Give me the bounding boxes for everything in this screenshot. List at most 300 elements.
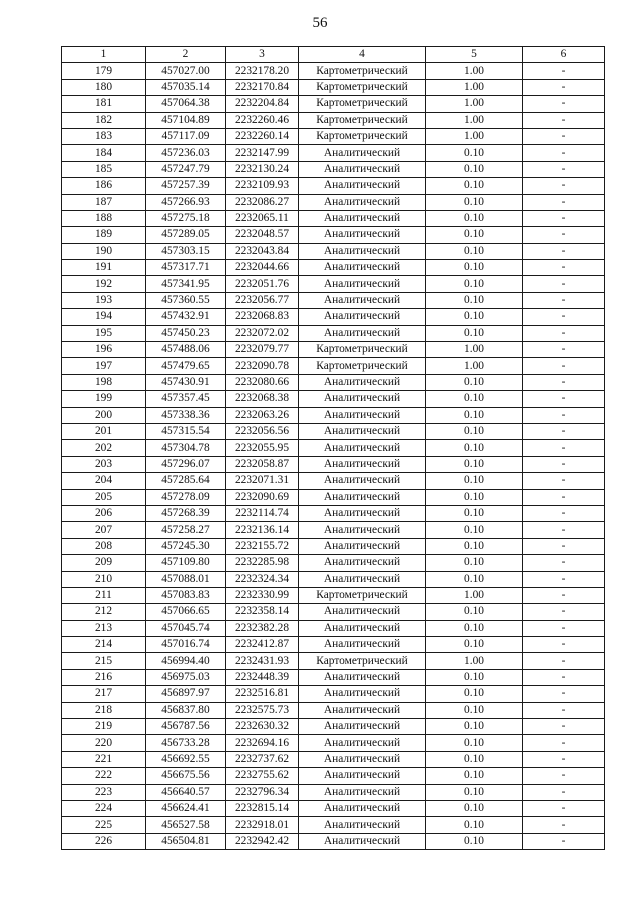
cell-x-coordinate: 457315.54 [146, 423, 226, 439]
cell-y-coordinate: 2232136.14 [226, 522, 299, 538]
cell-y-coordinate: 2232358.14 [226, 604, 299, 620]
cell-method: Аналитический [299, 210, 426, 226]
cell-accuracy: 0.10 [426, 555, 523, 571]
cell-description: - [523, 276, 605, 292]
cell-accuracy: 0.10 [426, 194, 523, 210]
cell-point-number: 205 [62, 489, 146, 505]
table-row [62, 620, 605, 636]
cell-y-coordinate: 2232155.72 [226, 538, 299, 554]
cell-description: - [523, 423, 605, 439]
cell-x-coordinate: 457304.78 [146, 440, 226, 456]
cell-point-number: 188 [62, 210, 146, 226]
cell-y-coordinate: 2232090.78 [226, 358, 299, 374]
cell-x-coordinate: 456994.40 [146, 653, 226, 669]
cell-accuracy: 0.10 [426, 407, 523, 423]
cell-y-coordinate: 2232260.14 [226, 128, 299, 144]
cell-description: - [523, 833, 605, 849]
cell-accuracy: 0.10 [426, 669, 523, 685]
cell-y-coordinate: 2232737.62 [226, 751, 299, 767]
table-row [62, 817, 605, 833]
cell-description: - [523, 79, 605, 95]
cell-accuracy: 0.10 [426, 768, 523, 784]
table-row [62, 440, 605, 456]
table-row [62, 686, 605, 702]
cell-accuracy: 0.10 [426, 522, 523, 538]
cell-description: - [523, 784, 605, 800]
cell-y-coordinate: 2232056.56 [226, 423, 299, 439]
table-row [62, 112, 605, 128]
cell-x-coordinate: 457045.74 [146, 620, 226, 636]
cell-method: Аналитический [299, 473, 426, 489]
cell-y-coordinate: 2232058.87 [226, 456, 299, 472]
cell-accuracy: 0.10 [426, 227, 523, 243]
cell-accuracy: 0.10 [426, 571, 523, 587]
cell-description: - [523, 735, 605, 751]
cell-point-number: 225 [62, 817, 146, 833]
cell-point-number: 208 [62, 538, 146, 554]
table-row [62, 784, 605, 800]
cell-method: Аналитический [299, 145, 426, 161]
cell-description: - [523, 309, 605, 325]
cell-y-coordinate: 2232114.74 [226, 505, 299, 521]
cell-point-number: 201 [62, 423, 146, 439]
cell-point-number: 202 [62, 440, 146, 456]
table-row [62, 260, 605, 276]
cell-accuracy: 0.10 [426, 391, 523, 407]
table-body [62, 63, 605, 850]
cell-x-coordinate: 457488.06 [146, 342, 226, 358]
cell-accuracy: 0.10 [426, 604, 523, 620]
table-row [62, 243, 605, 259]
cell-y-coordinate: 2232260.46 [226, 112, 299, 128]
table-row [62, 194, 605, 210]
table-row [62, 735, 605, 751]
cell-x-coordinate: 457450.23 [146, 325, 226, 341]
cell-method: Аналитический [299, 456, 426, 472]
cell-x-coordinate: 456837.80 [146, 702, 226, 718]
cell-y-coordinate: 2232071.31 [226, 473, 299, 489]
cell-y-coordinate: 2232079.77 [226, 342, 299, 358]
cell-point-number: 218 [62, 702, 146, 718]
cell-x-coordinate: 457027.00 [146, 63, 226, 79]
table-row [62, 800, 605, 816]
cell-x-coordinate: 457257.39 [146, 178, 226, 194]
cell-point-number: 209 [62, 555, 146, 571]
cell-method: Аналитический [299, 768, 426, 784]
cell-accuracy: 0.10 [426, 637, 523, 653]
cell-method: Аналитический [299, 784, 426, 800]
cell-accuracy: 0.10 [426, 210, 523, 226]
cell-method: Аналитический [299, 309, 426, 325]
cell-point-number: 185 [62, 161, 146, 177]
cell-accuracy: 0.10 [426, 800, 523, 816]
table-row [62, 292, 605, 308]
cell-description: - [523, 210, 605, 226]
cell-method: Картометрический [299, 112, 426, 128]
cell-x-coordinate: 457357.45 [146, 391, 226, 407]
table-row [62, 456, 605, 472]
cell-point-number: 189 [62, 227, 146, 243]
cell-description: - [523, 194, 605, 210]
cell-x-coordinate: 457236.03 [146, 145, 226, 161]
cell-method: Картометрический [299, 342, 426, 358]
cell-x-coordinate: 457430.91 [146, 374, 226, 390]
cell-x-coordinate: 456897.97 [146, 686, 226, 702]
cell-y-coordinate: 2232065.11 [226, 210, 299, 226]
cell-description: - [523, 440, 605, 456]
column-header-x-coordinate: 2 [146, 47, 226, 63]
cell-point-number: 224 [62, 800, 146, 816]
table-row [62, 407, 605, 423]
cell-y-coordinate: 2232918.01 [226, 817, 299, 833]
cell-y-coordinate: 2232055.95 [226, 440, 299, 456]
cell-description: - [523, 669, 605, 685]
cell-method: Аналитический [299, 276, 426, 292]
table-row [62, 571, 605, 587]
cell-y-coordinate: 2232044.66 [226, 260, 299, 276]
cell-point-number: 191 [62, 260, 146, 276]
cell-accuracy: 1.00 [426, 63, 523, 79]
cell-accuracy: 1.00 [426, 587, 523, 603]
table-row [62, 604, 605, 620]
cell-x-coordinate: 456675.56 [146, 768, 226, 784]
cell-point-number: 186 [62, 178, 146, 194]
cell-x-coordinate: 456975.03 [146, 669, 226, 685]
cell-description: - [523, 63, 605, 79]
cell-description: - [523, 768, 605, 784]
cell-x-coordinate: 457109.80 [146, 555, 226, 571]
table-row [62, 768, 605, 784]
cell-y-coordinate: 2232694.16 [226, 735, 299, 751]
cell-accuracy: 0.10 [426, 260, 523, 276]
cell-point-number: 212 [62, 604, 146, 620]
cell-x-coordinate: 457296.07 [146, 456, 226, 472]
cell-method: Аналитический [299, 374, 426, 390]
cell-x-coordinate: 457317.71 [146, 260, 226, 276]
cell-method: Аналитический [299, 735, 426, 751]
page-number: 56 [312, 15, 328, 31]
cell-description: - [523, 325, 605, 341]
table-row [62, 833, 605, 849]
cell-x-coordinate: 457303.15 [146, 243, 226, 259]
cell-y-coordinate: 2232109.93 [226, 178, 299, 194]
cell-point-number: 182 [62, 112, 146, 128]
cell-accuracy: 0.10 [426, 473, 523, 489]
cell-description: - [523, 686, 605, 702]
cell-y-coordinate: 2232051.76 [226, 276, 299, 292]
cell-x-coordinate: 457258.27 [146, 522, 226, 538]
cell-y-coordinate: 2232086.27 [226, 194, 299, 210]
cell-accuracy: 0.10 [426, 686, 523, 702]
cell-point-number: 222 [62, 768, 146, 784]
table-row [62, 505, 605, 521]
cell-y-coordinate: 2232755.62 [226, 768, 299, 784]
cell-description: - [523, 407, 605, 423]
column-header-accuracy: 5 [426, 47, 523, 63]
cell-point-number: 216 [62, 669, 146, 685]
cell-description: - [523, 292, 605, 308]
cell-method: Аналитический [299, 637, 426, 653]
cell-method: Аналитический [299, 325, 426, 341]
cell-x-coordinate: 457432.91 [146, 309, 226, 325]
cell-method: Аналитический [299, 719, 426, 735]
cell-accuracy: 0.10 [426, 817, 523, 833]
cell-y-coordinate: 2232178.20 [226, 63, 299, 79]
cell-x-coordinate: 457245.30 [146, 538, 226, 554]
cell-y-coordinate: 2232796.34 [226, 784, 299, 800]
cell-point-number: 204 [62, 473, 146, 489]
table-row [62, 489, 605, 505]
table-row [62, 719, 605, 735]
cell-accuracy: 0.10 [426, 243, 523, 259]
cell-method: Аналитический [299, 423, 426, 439]
cell-method: Картометрический [299, 96, 426, 112]
cell-y-coordinate: 2232068.83 [226, 309, 299, 325]
cell-point-number: 210 [62, 571, 146, 587]
cell-accuracy: 0.10 [426, 145, 523, 161]
cell-y-coordinate: 2232516.81 [226, 686, 299, 702]
table-row [62, 178, 605, 194]
cell-y-coordinate: 2232815.14 [226, 800, 299, 816]
cell-accuracy: 1.00 [426, 358, 523, 374]
cell-point-number: 197 [62, 358, 146, 374]
header-row [62, 47, 605, 63]
cell-accuracy: 0.10 [426, 161, 523, 177]
cell-description: - [523, 489, 605, 505]
cell-x-coordinate: 457338.36 [146, 407, 226, 423]
cell-x-coordinate: 457247.79 [146, 161, 226, 177]
cell-y-coordinate: 2232043.84 [226, 243, 299, 259]
cell-description: - [523, 637, 605, 653]
cell-point-number: 200 [62, 407, 146, 423]
cell-y-coordinate: 2232147.99 [226, 145, 299, 161]
cell-method: Аналитический [299, 800, 426, 816]
cell-description: - [523, 342, 605, 358]
cell-description: - [523, 817, 605, 833]
cell-point-number: 206 [62, 505, 146, 521]
table-row [62, 669, 605, 685]
cell-method: Картометрический [299, 653, 426, 669]
table-row [62, 325, 605, 341]
cell-point-number: 219 [62, 719, 146, 735]
table-row [62, 128, 605, 144]
cell-description: - [523, 374, 605, 390]
table-row [62, 161, 605, 177]
cell-accuracy: 0.10 [426, 325, 523, 341]
cell-description: - [523, 719, 605, 735]
cell-description: - [523, 653, 605, 669]
cell-x-coordinate: 457266.93 [146, 194, 226, 210]
cell-point-number: 198 [62, 374, 146, 390]
cell-method: Аналитический [299, 522, 426, 538]
cell-x-coordinate: 457104.89 [146, 112, 226, 128]
cell-accuracy: 1.00 [426, 96, 523, 112]
cell-y-coordinate: 2232412.87 [226, 637, 299, 653]
cell-y-coordinate: 2232056.77 [226, 292, 299, 308]
cell-description: - [523, 358, 605, 374]
cell-method: Картометрический [299, 358, 426, 374]
cell-y-coordinate: 2232090.69 [226, 489, 299, 505]
cell-point-number: 192 [62, 276, 146, 292]
cell-x-coordinate: 457341.95 [146, 276, 226, 292]
cell-method: Аналитический [299, 407, 426, 423]
table-row [62, 637, 605, 653]
cell-y-coordinate: 2232063.26 [226, 407, 299, 423]
cell-x-coordinate: 457285.64 [146, 473, 226, 489]
cell-x-coordinate: 457035.14 [146, 79, 226, 95]
table-row [62, 96, 605, 112]
cell-point-number: 203 [62, 456, 146, 472]
cell-x-coordinate: 456504.81 [146, 833, 226, 849]
table-row [62, 227, 605, 243]
cell-point-number: 196 [62, 342, 146, 358]
cell-accuracy: 0.10 [426, 505, 523, 521]
cell-description: - [523, 391, 605, 407]
cell-method: Аналитический [299, 391, 426, 407]
cell-point-number: 220 [62, 735, 146, 751]
cell-point-number: 190 [62, 243, 146, 259]
cell-method: Аналитический [299, 817, 426, 833]
cell-point-number: 221 [62, 751, 146, 767]
column-header-description: 6 [523, 47, 605, 63]
table-row [62, 522, 605, 538]
cell-description: - [523, 587, 605, 603]
cell-point-number: 215 [62, 653, 146, 669]
cell-x-coordinate: 457064.38 [146, 96, 226, 112]
cell-y-coordinate: 2232630.32 [226, 719, 299, 735]
cell-x-coordinate: 457117.09 [146, 128, 226, 144]
table-row [62, 751, 605, 767]
cell-method: Картометрический [299, 63, 426, 79]
cell-accuracy: 0.10 [426, 620, 523, 636]
cell-description: - [523, 227, 605, 243]
cell-x-coordinate: 456624.41 [146, 800, 226, 816]
cell-method: Аналитический [299, 178, 426, 194]
cell-y-coordinate: 2232448.39 [226, 669, 299, 685]
cell-point-number: 193 [62, 292, 146, 308]
cell-point-number: 181 [62, 96, 146, 112]
cell-point-number: 213 [62, 620, 146, 636]
cell-y-coordinate: 2232324.34 [226, 571, 299, 587]
cell-method: Аналитический [299, 833, 426, 849]
cell-x-coordinate: 457278.09 [146, 489, 226, 505]
cell-y-coordinate: 2232170.84 [226, 79, 299, 95]
table-row [62, 309, 605, 325]
table-row [62, 653, 605, 669]
cell-accuracy: 1.00 [426, 128, 523, 144]
cell-method: Аналитический [299, 440, 426, 456]
cell-x-coordinate: 456640.57 [146, 784, 226, 800]
table-row [62, 423, 605, 439]
cell-description: - [523, 260, 605, 276]
cell-description: - [523, 751, 605, 767]
cell-y-coordinate: 2232068.38 [226, 391, 299, 407]
cell-accuracy: 0.10 [426, 276, 523, 292]
cell-description: - [523, 571, 605, 587]
cell-y-coordinate: 2232204.84 [226, 96, 299, 112]
cell-method: Аналитический [299, 604, 426, 620]
cell-accuracy: 0.10 [426, 784, 523, 800]
column-header-y-coordinate: 3 [226, 47, 299, 63]
cell-accuracy: 0.10 [426, 440, 523, 456]
cell-y-coordinate: 2232382.28 [226, 620, 299, 636]
cell-accuracy: 0.10 [426, 178, 523, 194]
cell-accuracy: 0.10 [426, 833, 523, 849]
cell-accuracy: 0.10 [426, 456, 523, 472]
cell-accuracy: 0.10 [426, 309, 523, 325]
column-header-point-number: 1 [62, 47, 146, 63]
cell-method: Аналитический [299, 555, 426, 571]
table-row [62, 145, 605, 161]
cell-accuracy: 0.10 [426, 702, 523, 718]
table-row [62, 587, 605, 603]
cell-y-coordinate: 2232072.02 [226, 325, 299, 341]
cell-x-coordinate: 457479.65 [146, 358, 226, 374]
cell-y-coordinate: 2232080.66 [226, 374, 299, 390]
cell-method: Аналитический [299, 538, 426, 554]
cell-y-coordinate: 2232575.73 [226, 702, 299, 718]
cell-point-number: 194 [62, 309, 146, 325]
cell-description: - [523, 555, 605, 571]
table-row [62, 538, 605, 554]
table-row [62, 391, 605, 407]
cell-accuracy: 1.00 [426, 112, 523, 128]
cell-y-coordinate: 2232330.99 [226, 587, 299, 603]
cell-accuracy: 1.00 [426, 79, 523, 95]
cell-method: Аналитический [299, 243, 426, 259]
cell-description: - [523, 161, 605, 177]
table-row [62, 702, 605, 718]
cell-method: Картометрический [299, 79, 426, 95]
cell-method: Аналитический [299, 194, 426, 210]
table-row [62, 79, 605, 95]
cell-method: Аналитический [299, 505, 426, 521]
table-row [62, 374, 605, 390]
cell-accuracy: 0.10 [426, 719, 523, 735]
cell-accuracy: 0.10 [426, 538, 523, 554]
cell-accuracy: 1.00 [426, 342, 523, 358]
cell-x-coordinate: 457088.01 [146, 571, 226, 587]
cell-point-number: 223 [62, 784, 146, 800]
cell-method: Аналитический [299, 669, 426, 685]
cell-point-number: 179 [62, 63, 146, 79]
cell-description: - [523, 112, 605, 128]
table-row [62, 63, 605, 79]
table-row [62, 473, 605, 489]
cell-x-coordinate: 457360.55 [146, 292, 226, 308]
cell-x-coordinate: 457066.65 [146, 604, 226, 620]
cell-point-number: 211 [62, 587, 146, 603]
cell-method: Аналитический [299, 489, 426, 505]
cell-method: Аналитический [299, 686, 426, 702]
table-row [62, 276, 605, 292]
cell-method: Картометрический [299, 128, 426, 144]
cell-accuracy: 0.10 [426, 751, 523, 767]
cell-method: Аналитический [299, 702, 426, 718]
cell-description: - [523, 702, 605, 718]
cell-point-number: 207 [62, 522, 146, 538]
cell-accuracy: 1.00 [426, 653, 523, 669]
cell-x-coordinate: 456692.55 [146, 751, 226, 767]
cell-y-coordinate: 2232048.57 [226, 227, 299, 243]
cell-x-coordinate: 457289.05 [146, 227, 226, 243]
cell-x-coordinate: 456527.58 [146, 817, 226, 833]
cell-description: - [523, 243, 605, 259]
cell-point-number: 199 [62, 391, 146, 407]
cell-description: - [523, 456, 605, 472]
cell-accuracy: 0.10 [426, 735, 523, 751]
cell-description: - [523, 800, 605, 816]
